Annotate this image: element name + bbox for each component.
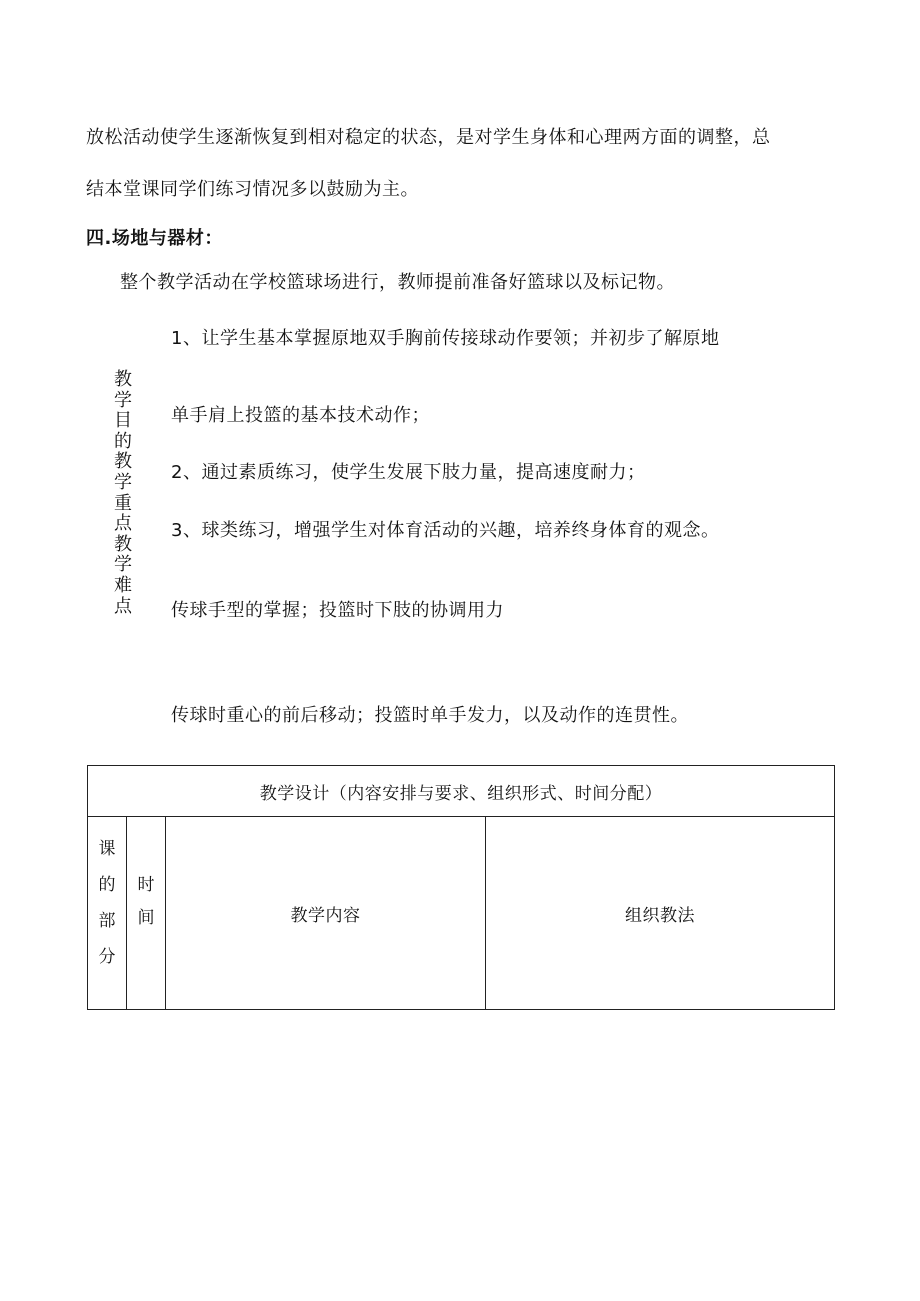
section-heading-venue: 四.场地与器材：: [86, 228, 223, 249]
objectives-side-label: 教学目的 教学重点教学难点: [114, 369, 132, 617]
intro-line-2: 结本堂课同学们练习情况多以鼓励为主。: [86, 179, 419, 200]
table-header-row: [88, 817, 835, 1010]
header-lesson-part: 课的部分: [98, 839, 116, 967]
goal-1-line-2: 单手肩上投篮的基本技术动作；: [171, 405, 430, 426]
venue-description: 整个教学活动在学校篮球场进行，教师提前准备好篮球以及标记物。: [120, 272, 675, 293]
header-lesson-part-cell: [88, 817, 127, 1010]
key-point-text: 传球手型的掌握；投篮时下肢的协调用力: [171, 600, 504, 621]
goal-1-line-1: 1、让学生基本掌握原地双手胸前传接球动作要领；并初步了解原地: [171, 328, 720, 349]
goal-2: 2、通过素质练习，使学生发展下肢力量，提高速度耐力；: [171, 462, 646, 483]
difficulty-text: 传球时重心的前后移动；投篮时单手发力，以及动作的连贯性。: [171, 705, 689, 726]
teaching-design-table: [87, 765, 835, 1010]
table-title: 教学设计（内容安排与要求、组织形式、时间分配）: [88, 766, 835, 817]
header-organization-method: 组织教法: [486, 817, 835, 1010]
intro-line-1: 放松活动使学生逐渐恢复到相对稳定的状态，是对学生身体和心理两方面的调整，总: [86, 127, 771, 148]
goal-3: 3、球类练习，增强学生对体育活动的兴趣，培养终身体育的观念。: [171, 520, 720, 541]
table-title-row: [88, 766, 835, 817]
header-time: 时间: [137, 875, 155, 928]
header-time-cell: [127, 817, 166, 1010]
header-teaching-content: 教学内容: [166, 817, 486, 1010]
